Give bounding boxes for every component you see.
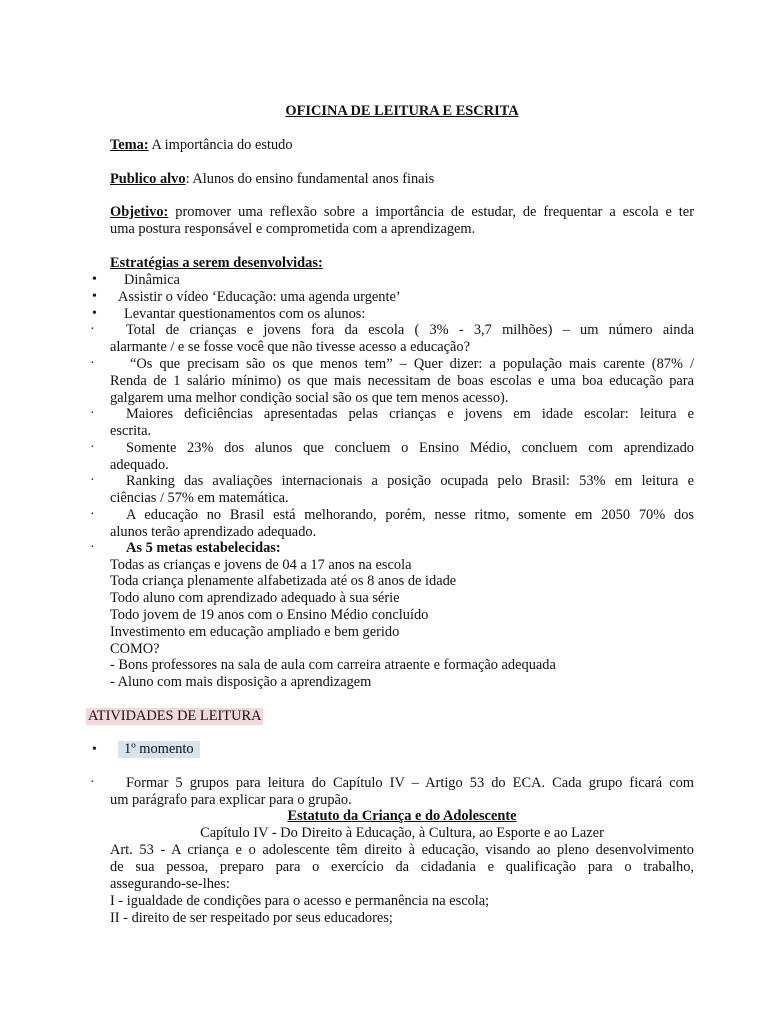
meta-item: Todo jovem de 19 anos com o Ensino Médio concluído (110, 607, 429, 623)
meta-item: Todas as crianças e jovens de 04 a 17 anos na escola (110, 557, 412, 573)
item-2-line-1: “Os que precisam são os que menos tem” – Quer dizer: a população mais carente (87% / (130, 356, 694, 372)
bullet-icon: • (92, 289, 97, 304)
art-line-3: assegurando-se-lhes: (110, 876, 230, 892)
inciso-1: I - igualdade de condições para o acesso e permanência na escola; (110, 893, 490, 909)
dot-icon: · (90, 775, 95, 790)
meta-item: Toda criança plenamente alfabetizada até os 8 anos de idade (110, 573, 457, 589)
objetivo-line-2: uma postura responsável e comprometida com a aprendizagem. (110, 221, 476, 237)
publico-label: Publico alvo (110, 171, 186, 187)
estrategias-heading: Estratégias a serem desenvolvidas: (110, 255, 323, 271)
item-3-line-2: escrita. (110, 423, 152, 439)
dot-icon: · (90, 507, 95, 522)
art-line-2: de sua pessoa, preparo para o exercício da cidadania e qualificação para o trabalho, (110, 859, 694, 875)
item-5-line-1: Ranking das avaliações internacionais a posição ocupada pelo Brasil: 53% em leitura e (126, 473, 694, 489)
item-1-line-1: Total de crianças e jovens fora da escola ( 3% - 3,7 milhões) – um número ainda (126, 322, 694, 338)
publico-value: : Alunos do ensino fundamental anos finais (185, 171, 435, 187)
bullet-icon: • (92, 306, 97, 321)
como-label: COMO? (110, 641, 160, 657)
item-3-line-1: Maiores deficiências apresentadas pelas crianças e jovens em idade escolar: leitura e (126, 406, 694, 422)
como-item: - Aluno com mais disposição a aprendizagem (110, 674, 372, 690)
item-2-line-3: galgarem uma melhor condição social são os que tem menos acesso). (110, 390, 509, 406)
bullet-icon: • (92, 272, 97, 287)
tema-line (110, 137, 293, 154)
dot-icon: · (90, 440, 95, 455)
item-2-line-2: Renda de 1 salário mínimo) os que mais necessitam de boas escolas e uma boa educação para (110, 373, 694, 389)
dot-icon: · (90, 540, 95, 555)
item-5-line-2: ciências / 57% em matemática. (110, 490, 289, 506)
objetivo-label: Objetivo: (110, 204, 169, 220)
objetivo-line-1: Objetivo: promover uma reflexão sobre a importância de estudar, de frequentar a escola e ter (110, 204, 694, 220)
tema-value: A importância do estudo (148, 137, 293, 153)
meta-item: Todo aluno com aprendizado adequado à sua série (110, 590, 400, 606)
bullet-video: Assistir o vídeo ‘Educação: uma agenda urgente’ (118, 289, 401, 305)
item-6-line-1: A educação no Brasil está melhorando, porém, nesse ritmo, somente em 2050 70% dos (126, 507, 694, 523)
formar-line-2: um parágrafo para explicar para o grupão. (110, 792, 352, 808)
dot-icon: · (90, 406, 95, 421)
dot-icon: · (90, 473, 95, 488)
dot-icon: · (90, 322, 95, 337)
document-title: OFICINA DE LEITURA E ESCRITA (285, 103, 519, 119)
item-1-line-2: alarmante / e se fosse você que não tivesse acesso a educação? (110, 339, 470, 355)
momento-label: 1º momento (118, 741, 200, 758)
dot-icon: · (90, 356, 95, 371)
atividades-heading: ATIVIDADES DE LEITURA (88, 708, 262, 724)
publico-line (110, 171, 434, 188)
inciso-2: II - direito de ser respeitado por seus educadores; (110, 910, 393, 926)
metas-heading: As 5 metas estabelecidas: (126, 540, 281, 556)
eca-subtitle: Capítulo IV - Do Direito à Educação, à Cultura, ao Esporte e ao Lazer (200, 825, 604, 841)
eca-title: Estatuto da Criança e do Adolescente (287, 808, 517, 824)
bullet-dinamica: Dinâmica (124, 272, 180, 288)
bullet-questionamentos: Levantar questionamentos com os alunos: (124, 306, 366, 322)
item-4-line-1: Somente 23% dos alunos que concluem o Ensino Médio, concluem com aprendizado (126, 440, 694, 456)
formar-line-1: Formar 5 grupos para leitura do Capítulo IV – Artigo 53 do ECA. Cada grupo ficará com (126, 775, 694, 791)
meta-item: Investimento em educação ampliado e bem gerido (110, 624, 400, 640)
tema-label: Tema: (110, 137, 149, 153)
item-6-line-2: alunos terão aprendizado adequado. (110, 524, 317, 540)
como-item: - Bons professores na sala de aula com carreira atraente e formação adequada (110, 657, 556, 673)
art-line-1: Art. 53 - A criança e o adolescente têm direito à educação, visando ao pleno desenvolvimento (110, 842, 694, 858)
bullet-icon: • (92, 742, 97, 757)
item-4-line-2: adequado. (110, 457, 169, 473)
